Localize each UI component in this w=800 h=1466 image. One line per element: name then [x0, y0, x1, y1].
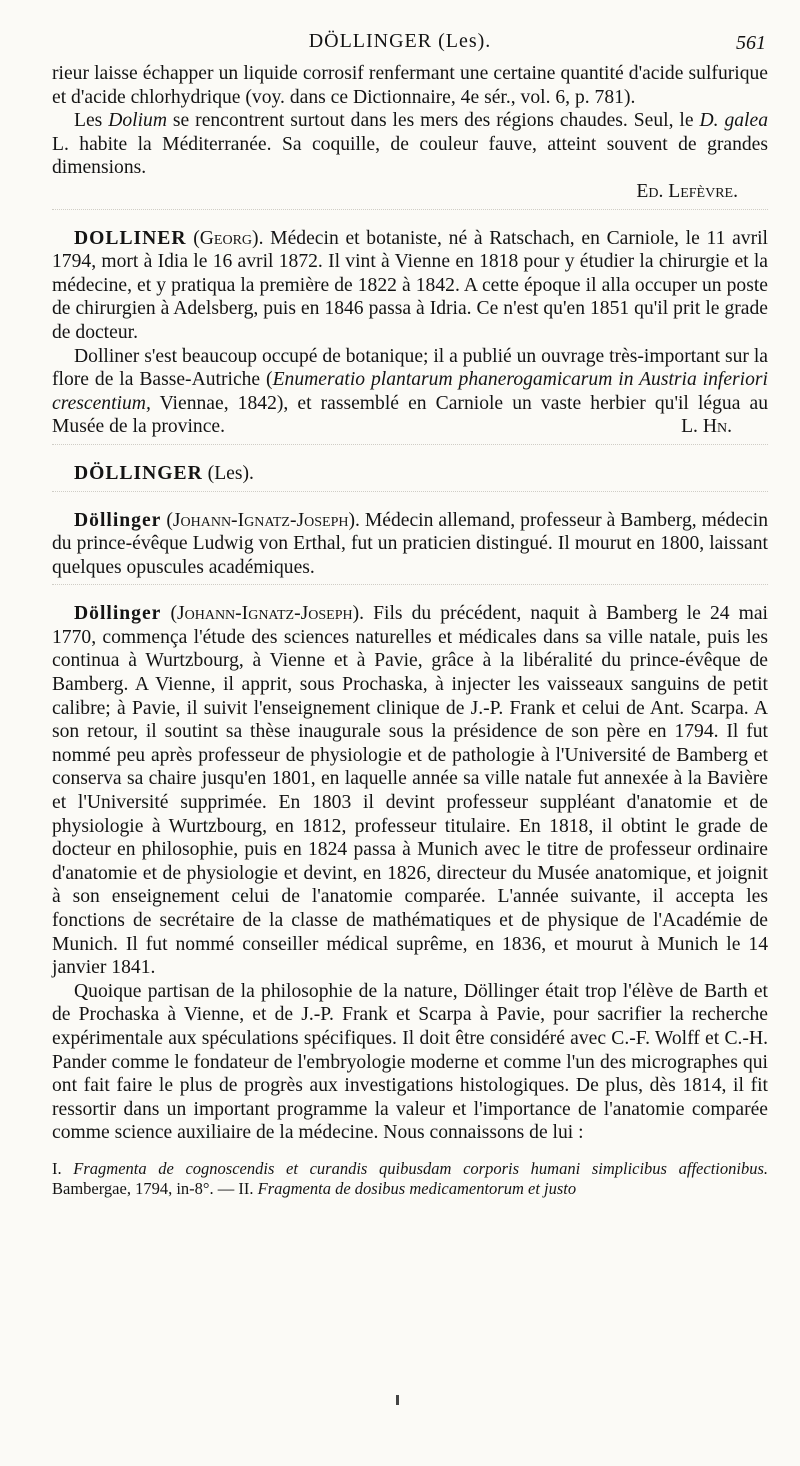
dolliner-firstname: Georg: [199, 227, 253, 249]
entry-separator: [52, 584, 768, 595]
entry-separator: [52, 444, 768, 455]
dolium-text-2: se rencontrent surtout dans les mers des régions chaudes. Seul, le: [167, 110, 700, 132]
dollinger-fils-firstname: Johann-Ignatz-Joseph: [176, 603, 353, 625]
dolium-genus: Dolium: [108, 110, 167, 132]
dollinger-fils-headword: Döllinger: [74, 603, 162, 625]
bibliography-note: [52, 1159, 768, 1199]
page-number: 561: [736, 32, 766, 54]
running-header: [0, 30, 800, 60]
dollinger-pere-bio: . Médecin allemand, professeur à Bamberg, médecin du prince-évêque Ludwig von Erthal, fut un praticien distingué. Il mourut en 1800, laissant quelques opuscules académiques.: [52, 509, 768, 578]
bibliography-title-2: Fragmenta de dosibus medicamentorum et justo: [257, 1178, 577, 1198]
ink-mark: [396, 1395, 399, 1405]
bibliography-num-2: II.: [238, 1178, 258, 1198]
dolium-species: D. galea: [699, 110, 768, 132]
dolliner-entry: DOLLINER (Georg). Médecin et botaniste, né à Ratschach, en Carniole, le 11 avril 1794, mort à Idia le 16 avril 1872. Il vint à Vienne en 1818 pour y étudier la chirurgie et la médecine, et y pratiqua la première de 1822 à 1842. A cette époque il alla occuper un poste de chirurgien à Adelsberg, puis en 1846 passa à Idria. Ce n'est qu'en 1851 qu'il prit le grade de docteur.: [52, 227, 768, 343]
dollinger-les-heading: [52, 462, 768, 486]
dollinger-pere-entry: Döllinger (Johann-Ignatz-Joseph). Médecin allemand, professeur à Bamberg, médecin du prince-évêque Ludwig von Erthal, fut un praticien distingué. Il mourut en 1800, laissant quelques opuscules académiques.: [52, 509, 768, 578]
dolliner-signature: L. Hn.: [681, 416, 732, 438]
dollinger-pere-headword: Döllinger: [74, 509, 162, 531]
dolliner-works-title: Enumeratio plantarum phanerogamicarum in Austria inferiori crescentium,: [52, 369, 768, 414]
dollinger-fils-entry: Döllinger (Johann-Ignatz-Joseph). Fils du précédent, naquit à Bamberg le 24 mai 1770, commença l'étude des sciences naturelles et médicales dans sa ville natale, puis les continua à Wurtzbourg, à Vienne et à Pavie, grâce à la libéralité du prince-évêque de Bamberg. A Vienne, il apprit, sous Prochaska, à injecter les vaisseaux sanguins de petit calibre; à Pavie, il suivit l'enseignement clinique de J.-P. Frank et celui de Ant. Scarpa. A son retour, il soutint sa thèse inaugurale sous la présidence de son père en 1794. Il fut nommé peu après professeur de physiologie et de pathologie à l'Université de Bamberg et conserva sa chaire jusqu'en 1801, en laquelle année sa ville natale fut annexée à la Bavière et l'Université supprimée. En 1803 il devint professeur suppléant d'anatomie et de physiologie à Wurtzbourg, en 1812, professeur titulaire. En 1818, il obtint le grade de docteur en philosophie, puis en 1824 passa à Munich avec le titre de professeur ordinaire d'anatomie et de physiologie et devint, en 1826, directeur du Musée anatomique, et joignit à son enseignement celui de l'anatomie comparée. L'année suivante, il accepta les fonctions de secrétaire de la classe de mathématiques et de physique de l'Académie de Munich. Il fut nommé conseiller médical suprême, en 1836, et mourut à Munich le 14 janvier 1841.: [52, 603, 768, 979]
dollinger-les-suffix: (Les).: [202, 462, 254, 484]
dolium-paragraph: [52, 109, 768, 180]
page-body: [52, 62, 768, 1215]
dollinger-fils-bio: . Fils du précédent, naquit à Bamberg le 24 mai 1770, commença l'étude des sciences naturelles et médicales dans sa ville natale, puis les continua à Wurtzbourg, à Vienne et à Pavie, grâce à la libéralité du prince-évêque de Bamberg. A Vienne, il apprit, sous Prochaska, à injecter les vaisseaux sanguins de petit calibre; à Pavie, il suivit l'enseignement clinique de J.-P. Frank et celui de Ant. Scarpa. A son retour, il soutint sa thèse inaugurale sous la présidence de son père en 1794. Il fut nommé peu après professeur de physiologie et de pathologie à l'Université de Bamberg et conserva sa chaire jusqu'en 1801, en laquelle année sa ville natale fut annexée à la Bavière et l'Université supprimée. En 1803 il devint professeur suppléant d'anatomie et de physiologie à Wurtzbourg, en 1812, professeur titulaire. En 1818, il obtint le grade de docteur en philosophie, puis en 1824 passa à Munich avec le titre de professeur ordinaire d'anatomie et de physiologie et devint, en 1826, directeur du Musée anatomique, et joignit à son enseignement celui de l'anatomie comparée. L'année suivante, il accepta les fonctions de secrétaire de la classe de mathématiques et de physique de l'Académie de Munich. Il fut nommé conseiller médical suprême, en 1836, et mourut à Munich le 14 janvier 1841.: [52, 603, 768, 979]
dolium-continuation: rieur laisse échapper un liquide corrosif renfermant une certaine quantité d'acide sulfurique et d'acide chlorhydrique (voy. dans ce Dictionnaire, 4e sér., vol. 6, p. 781).: [52, 63, 768, 108]
entry-separator: [52, 491, 768, 502]
dolliner-works-2: Viennae, 1842), et rassemblé en Carniole un vaste herbier qu'il légua au Musée de la province.: [52, 392, 768, 438]
entry-separator: [52, 209, 768, 220]
dollinger-pere-firstname: Johann-Ignatz-Joseph: [172, 509, 349, 531]
dolium-signature: Ed. Lefèvre.: [636, 180, 738, 202]
running-title: DÖLLINGER (Les).: [308, 30, 492, 52]
dolliner-works: [52, 345, 768, 439]
bibliography-text-1: Bambergae, 1794, in-8°. —: [52, 1178, 239, 1198]
dolium-text-1: Les: [74, 110, 109, 132]
dollinger-les-headword: DÖLLINGER: [74, 462, 203, 484]
dolliner-works-1: Dolliner s'est beaucoup occupé de botanique; il a publié un ouvrage très-important sur la flore de la Basse-Autriche (: [52, 345, 768, 391]
dolliner-headword: DOLLINER: [74, 227, 187, 249]
bibliography-num-1: I.: [52, 1158, 74, 1178]
bibliography-title-1: Fragmenta de cognoscendis et curandis quibusdam corporis humani simplicibus affectionibus.: [73, 1158, 769, 1178]
dollinger-fils-paragraph-2: Quoique partisan de la philosophie de la nature, Döllinger était trop l'élève de Barth et de Prochaska à Vienne, et de J.-P. Frank et Scarpa à Pavie, pour sacrifier la recherche expérimentale aux spéculations spécifiques. Il doit être considéré avec C.-F. Wolff et C.-H. Pander comme le fondateur de l'embryologie moderne et comme l'un des micrographes qui ont fait faire le plus de progrès aux investigations histologiques. De plus, dès 1814, il fit ressortir dans un important programme la valeur et l'importance de l'anatomie comparée comme science auxiliaire de la médecine. Nous connaissons de lui :: [52, 980, 768, 1144]
dolium-text-3: L. habite la Méditerranée. Sa coquille, de couleur fauve, atteint souvent de grandes dimensions.: [52, 133, 768, 179]
dolliner-bio: . Médecin et botaniste, né à Ratschach, en Carniole, le 11 avril 1794, mort à Idia le 16 avril 1872. Il vint à Vienne en 1818 pour y étudier la chirurgie et la médecine, et y pratiqua la première de 1822 à 1842. A cette époque il alla occuper un poste de chirurgien à Adelsberg, puis en 1846 passa à Idria. Ce n'est qu'en 1851 qu'il prit le grade de docteur.: [52, 227, 768, 343]
